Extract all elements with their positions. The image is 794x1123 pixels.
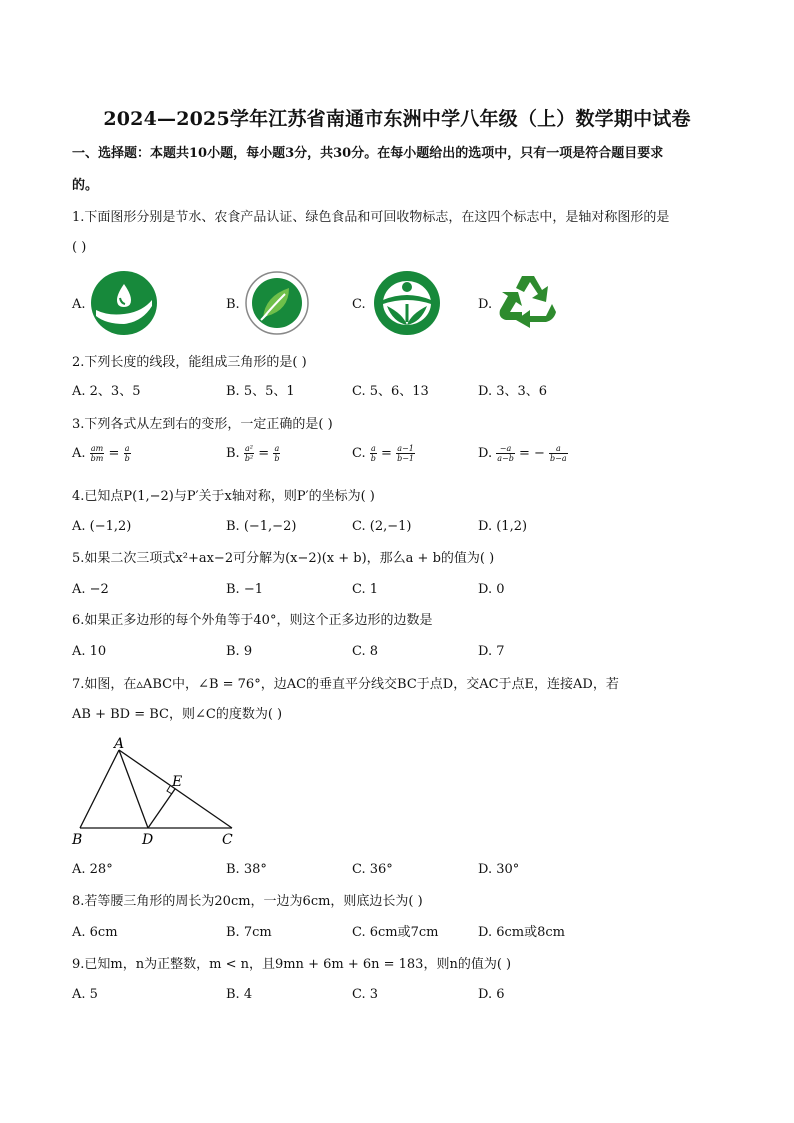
numerator: a² (245, 444, 253, 453)
equals-sign: = (381, 446, 392, 461)
fraction (496, 444, 515, 463)
q4-option-a: A. (−1,2) (72, 519, 132, 534)
section-heading-line1: 一、选择题：本题共10小题，每小题3分，共30分。在每小题给出的选项中，只有一项是符合题目要求 (72, 146, 664, 161)
denominator: b−a (550, 454, 567, 463)
equals-sign: = − (518, 446, 545, 461)
fraction (244, 444, 254, 463)
fraction (549, 444, 568, 463)
q1-option-c-label: C. (352, 297, 366, 312)
segment-ab (80, 750, 119, 828)
question-1-stem-cont: ( ) (72, 240, 87, 255)
point-label-d: D (142, 832, 154, 848)
denominator: b (274, 454, 280, 463)
question-4-stem: 4.已知点P(1,−2)与P′关于x轴对称，则P′的坐标为( ) (72, 489, 375, 504)
q6-option-c: C. 8 (352, 644, 379, 659)
question-9-stem: 9.已知m，n为正整数，m < n，且9mn + 6m + 6n = 183，则n的值为( ) (72, 957, 512, 972)
numerator: a (274, 444, 280, 453)
segment-ad (119, 750, 148, 828)
agricultural-certification-logo-icon (243, 270, 311, 336)
q8-option-b: B. 7cm (226, 925, 272, 940)
q1-option-a-label: A. (72, 297, 86, 312)
q8-option-c: C. 6cm或7cm (352, 925, 439, 940)
question-7-stem: 7.如图，在▵ABC中，∠B = 76°，边AC的垂直平分线交BC于点D，交AC于点E，连接AD，若 (72, 677, 619, 692)
denominator: b−1 (397, 454, 414, 463)
q6-option-b: B. 9 (226, 644, 253, 659)
point-label-e: E (172, 774, 183, 790)
water-saving-logo-icon (90, 270, 158, 336)
q8-option-d: D. 6cm或8cm (478, 925, 565, 940)
equals-sign: = (258, 446, 270, 461)
q4-option-c: C. (2,−1) (352, 519, 412, 534)
question-5-stem: 5.如果二次三项式x²+ax−2可分解为(x−2)(x + b)，那么a + b的值为( ) (72, 551, 495, 566)
q3-option-a (72, 444, 131, 463)
q2-option-c: C. 5、6、13 (352, 384, 429, 399)
q7-option-d: D. 30° (478, 862, 520, 877)
q1-option-b-label: B. (226, 297, 240, 312)
q6-option-d: D. 7 (478, 644, 505, 659)
q2-option-d: D. 3、3、6 (478, 384, 548, 399)
q8-option-a: A. 6cm (72, 925, 118, 940)
question-8-stem: 8.若等腰三角形的周长为20cm，一边为6cm，则底边长为( ) (72, 894, 423, 909)
q9-option-d: D. 6 (478, 987, 505, 1002)
question-2-stem: 2.下列长度的线段，能组成三角形的是( ) (72, 355, 307, 370)
q3-option-d-label: D. (478, 446, 493, 461)
recycle-logo-icon (496, 272, 560, 332)
question-7-stem-cont: AB + BD = BC，则∠C的度数为( ) (72, 707, 283, 722)
numerator: a (370, 444, 376, 453)
numerator: −a (496, 444, 515, 454)
numerator: a (549, 444, 568, 454)
q3-option-c-label: C. (352, 446, 366, 461)
fraction (396, 444, 415, 463)
q9-option-c: C. 3 (352, 987, 379, 1002)
point-label-b: B (72, 832, 83, 848)
q9-option-a: A. 5 (72, 987, 98, 1002)
segment-de (148, 789, 175, 828)
fraction (90, 444, 105, 463)
fraction (273, 444, 280, 463)
q7-option-b: B. 38° (226, 862, 267, 877)
point-label-a: A (114, 736, 125, 752)
denominator: bm (90, 454, 104, 463)
q3-option-a-label: A. (72, 446, 86, 461)
q5-option-c: C. 1 (352, 582, 379, 597)
equals-sign: = (108, 446, 120, 461)
q4-option-d: D. (1,2) (478, 519, 528, 534)
q5-option-d: D. 0 (478, 582, 505, 597)
q5-option-a: A. −2 (72, 582, 109, 597)
question-1-stem: 1.下面图形分别是节水、农食产品认证、绿色食品和可回收物标志，在这四个标志中，是轴对称图形的是 (72, 210, 670, 225)
q3-option-d (478, 444, 568, 463)
denominator: b (124, 454, 130, 463)
numerator: a (124, 444, 130, 453)
fraction (124, 444, 131, 463)
green-food-logo-icon (373, 270, 441, 336)
q5-option-b: B. −1 (226, 582, 263, 597)
section-heading-line2: 的。 (72, 178, 99, 193)
question-3-stem: 3.下列各式从左到右的变形，一定正确的是( ) (72, 417, 333, 432)
numerator: am (90, 444, 104, 453)
denominator: b (370, 454, 376, 463)
q7-option-a: A. 28° (72, 862, 113, 877)
q9-option-b: B. 4 (226, 987, 253, 1002)
page-title: 2024—2025学年江苏省南通市东洲中学八年级（上）数学期中试卷 (103, 108, 691, 130)
q7-option-c: C. 36° (352, 862, 393, 877)
fraction (370, 444, 377, 463)
denominator: b² (244, 454, 254, 463)
q2-option-b: B. 5、5、1 (226, 384, 295, 399)
point-label-c: C (222, 832, 233, 848)
q3-option-b-label: B. (226, 446, 240, 461)
q3-option-c (352, 444, 415, 463)
q6-option-a: A. 10 (72, 644, 107, 659)
q2-option-a: A. 2、3、5 (72, 384, 141, 399)
triangle-figure (68, 736, 248, 848)
q4-option-b: B. (−1,−2) (226, 519, 297, 534)
denominator: a−b (497, 454, 514, 463)
q3-option-b (226, 444, 280, 463)
numerator: a−1 (397, 444, 414, 453)
question-6-stem: 6.如果正多边形的每个外角等于40°，则这个正多边形的边数是 (72, 613, 433, 628)
q1-option-d-label: D. (478, 297, 493, 312)
